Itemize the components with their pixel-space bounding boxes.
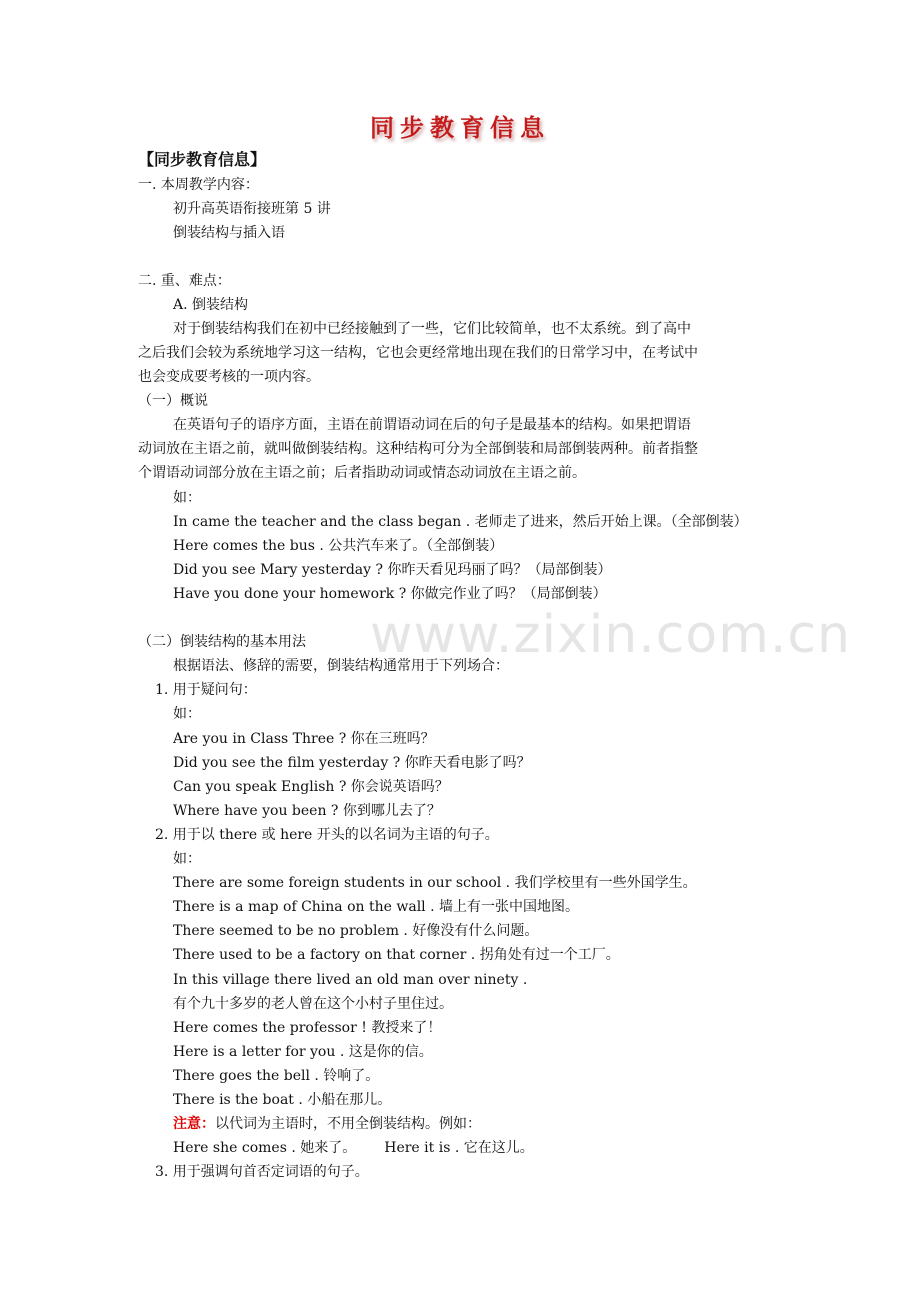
- s2-paragraph-line: 也会变成要考核的一项内容。: [138, 369, 320, 385]
- example-sentence: Did you see the film yesterday ? 你昨天看电影了吗？: [173, 755, 531, 771]
- usage-item-3: 3. 用于强调句首否定词语的句子。: [155, 1164, 369, 1180]
- example-intro: 如：: [173, 851, 201, 867]
- example-sentence: There used to be a factory on that corner . 拐角处有过一个工厂。: [173, 947, 620, 963]
- overview-paragraph-line: 在英语句子的语序方面，主语在前谓语动词在后的句子是最基本的结构。如果把谓语: [173, 417, 691, 433]
- overview-paragraph-line: 动词放在主语之前，就叫做倒装结构。这种结构可分为全部倒装和局部倒装两种。前者指整: [138, 441, 698, 457]
- s2-paragraph-line: 对于倒装结构我们在初中已经接触到了一些，它们比较简单，也不太系统。到了高中: [173, 321, 691, 337]
- s1-line-2: 倒装结构与插入语: [173, 225, 285, 241]
- note-line: [173, 1114, 481, 1134]
- s1-title: 一. 本周教学内容：: [138, 177, 259, 193]
- example-sentence: Did you see Mary yesterday ? 你昨天看见玛丽了吗？（局部倒装）: [173, 562, 612, 578]
- usage-intro: 根据语法、修辞的需要，倒装结构通常用于下列场合：: [173, 658, 509, 674]
- example-translation: 有个九十多岁的老人曾在这个小村子里住过。: [173, 996, 453, 1012]
- watermark: www.zixin.com.cn: [370, 605, 851, 665]
- usage-item-2: 2. 用于以 there 或 here 开头的以名词为主语的句子。: [155, 827, 499, 843]
- example-sentence: Here she comes . 她来了。: [173, 1140, 357, 1156]
- example-sentence: Here comes the professor ! 教授来了！: [173, 1020, 442, 1036]
- banner-title: 同步教育信息: [370, 113, 550, 142]
- example-intro: 如：: [173, 490, 201, 506]
- example-sentence: In came the teacher and the class began . 老师走了进来，然后开始上课。（全部倒装）: [173, 514, 748, 530]
- example-sentence: Have you done your homework ? 你做完作业了吗？（局部倒装）: [173, 586, 607, 602]
- example-sentence: Where have you been ? 你到哪儿去了？: [173, 803, 441, 819]
- overview-title: （一）概说: [138, 393, 208, 409]
- note-text: 以代词为主语时，不用全倒装结构。例如：: [215, 1116, 481, 1132]
- usage-title: （二）倒装结构的基本用法: [138, 634, 306, 650]
- example-sentence: In this village there lived an old man over ninety .: [173, 972, 528, 988]
- example-sentence: There is a map of China on the wall . 墙上有一张中国地图。: [173, 899, 579, 915]
- s2-subtitle-a: A. 倒装结构: [173, 297, 249, 313]
- s2-title: 二. 重、难点：: [138, 273, 231, 289]
- example-sentence: Here is a letter for you . 这是你的信。: [173, 1044, 433, 1060]
- usage-item-1: 1. 用于疑问句：: [155, 682, 257, 698]
- example-sentence: Here comes the bus . 公共汽车来了。（全部倒装）: [173, 538, 504, 554]
- example-sentence: There is the boat . 小船在那儿。: [173, 1092, 392, 1108]
- example-sentence: There seemed to be no problem . 好像没有什么问题。: [173, 923, 539, 939]
- section-heading: 【同步教育信息】: [138, 150, 267, 169]
- example-sentence: Can you speak English ? 你会说英语吗？: [173, 779, 449, 795]
- example-sentence: There are some foreign students in our school . 我们学校里有一些外国学生。: [173, 875, 697, 891]
- overview-paragraph-line: 个谓语动词部分放在主语之前；后者指助动词或情态动词放在主语之前。: [138, 465, 586, 481]
- example-sentence: Here it is . 它在这儿。: [384, 1140, 534, 1156]
- note-examples: [173, 1138, 534, 1158]
- s2-paragraph-line: 之后我们会较为系统地学习这一结构，它也会更经常地出现在我们的日常学习中，在考试中: [138, 345, 698, 361]
- example-intro: 如：: [173, 706, 201, 722]
- example-sentence: There goes the bell . 铃响了。: [173, 1068, 380, 1084]
- example-sentence: Are you in Class Three ? 你在三班吗？: [173, 731, 435, 747]
- note-label: 注意：: [173, 1116, 215, 1132]
- s1-line-1: 初升高英语衔接班第 5 讲: [173, 201, 331, 217]
